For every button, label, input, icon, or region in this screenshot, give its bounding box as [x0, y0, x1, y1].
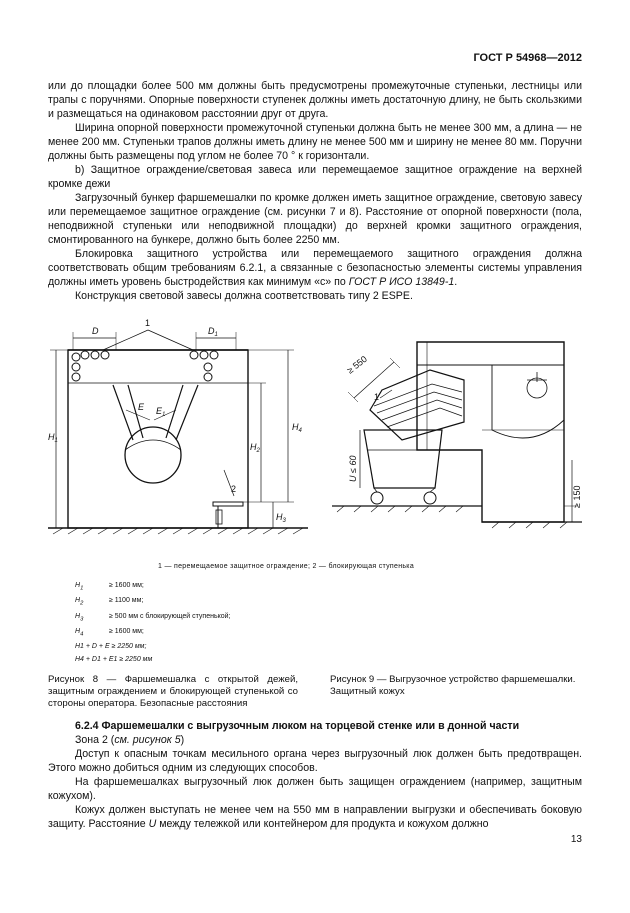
label-1: 1: [145, 318, 151, 328]
zone-reference: Зона 2 (см. рисунок 5): [75, 734, 185, 746]
paragraph: Блокировка защитного устройства или перемещаемого защитного ограждения должна соответствовать общим требованиям 6.2.1, а связанные с безопасностью элементы системы управления должны иметь уровень быстродействия как минимум «c» по ГОСТ Р ИСО 13849-1.: [48, 248, 582, 288]
section-text-top: [48, 79, 582, 303]
label-h3: $H_3$: [276, 512, 286, 524]
label-h4: $H_4$: [292, 422, 302, 434]
paragraph: или до площадки более 500 мм должны быть предусмотрены промежуточные ступеньки, лестницы или трапы с поручнями. Опорные поверхности ступенек должны иметь достаточную длину, не быть скользкими и размещаться на одинаковом расстоянии друг от друга.: [48, 80, 582, 120]
label-150: ≥ 150: [572, 485, 582, 508]
condition-row: H4 + D1 + E1 ≥ 2250 мм: [75, 656, 153, 664]
label-d1: $D_1$: [208, 326, 218, 338]
condition-row: H1 + D + E ≥ 2250 мм;: [75, 643, 147, 651]
label-h2: $H_2$: [250, 442, 260, 454]
figure-9-caption: Рисунок 9 — Выгрузочное устройство фаршемешалки. Защитный кожух: [330, 674, 576, 697]
document-header-id: ГОСТ Р 54968—2012: [473, 52, 582, 64]
guard-rollers-right: [190, 351, 218, 381]
label-e: E: [138, 402, 145, 412]
machine-body: [417, 342, 564, 522]
label-u: U ≤ 60: [348, 455, 358, 482]
figure-8-caption: Рисунок 8 — Фаршемешалка с открытой дежей, защитным ограждением и блокирующей ступенькой со стороны оператора. Безопасные расстояния: [48, 674, 298, 709]
figure-9-drawing: [332, 310, 582, 550]
label-e1: $E_1$: [156, 406, 166, 418]
condition-row: $H_2 \ge 1100$ мм;: [75, 597, 144, 607]
paragraph: Кожух должен выступать не менее чем на 550 мм в направлении выгрузки и обеспечивать боковую защиту. Расстояние U между тележкой или контейнером для продукта и кожухом должно: [48, 804, 582, 830]
figures-area: [48, 310, 582, 550]
condition-row: $H_4 \ge 1600$ мм;: [75, 627, 144, 638]
mixer-body: [68, 350, 248, 528]
figure-8-drawing: [48, 310, 308, 550]
page-number: 13: [570, 834, 582, 845]
paragraph: На фаршемешалках выгрузочный люк должен быть защищен ограждением (например, защитным кожухом).: [48, 776, 582, 802]
mixer-drum: [125, 427, 181, 483]
guard-rollers-left: [72, 351, 109, 381]
label-2: 2: [231, 484, 237, 494]
cart: [364, 430, 442, 488]
subitem-heading: b) Защитное ограждение/световая завеса или перемещаемое защитное ограждение на верхней кромке дежи: [48, 164, 582, 190]
paragraph: Конструкция световой завесы должна соответствовать типу 2 ESPE.: [75, 290, 413, 302]
paragraph: Загрузочный бункер фаршемешалки по кромке должен иметь защитное ограждение, световую завесу или перемещаемое защитное ограждение (см. рисунки 7 и 8). Расстояние от опорной поверхности (пола, неподвижной ступеньки или неподвижной площадки) до верхней кромки защитного ограждения, смонтированного на бункере, должно быть более 2250 мм.: [48, 192, 582, 246]
label-550: ≥ 550: [345, 353, 369, 376]
section-text-bottom: [48, 719, 582, 831]
condition-row: $H_1 \ge 1600$ мм;: [75, 582, 144, 592]
label-d: D: [92, 326, 99, 336]
label-h1: $H_1$: [48, 432, 58, 444]
paragraph: Доступ к опасным точкам месильного органа через выгрузочный люк должен быть предотвращен. Этого можно добиться одним из следующих способов.: [48, 748, 582, 774]
standard-reference: ГОСТ Р ИСО 13849-1: [348, 276, 455, 288]
conditions-list: [75, 580, 231, 667]
section-heading: 6.2.4 Фаршемешалки с выгрузочным люком на торцевой стенке или в донной части: [75, 720, 520, 732]
label-1: 1: [374, 392, 380, 402]
paragraph: Ширина опорной поверхности промежуточной ступеньки должна быть не менее 300 мм, а длина — не менее 200 мм. Ступеньки трапов должны иметь длину не менее 500 мм и ширину не менее 80 мм. Поручни должны быть размещены под углом не более 70 ° к горизонтали.: [48, 122, 582, 162]
condition-row: $H_3 \ge 500$ мм с блокирующей ступенькой;: [75, 612, 231, 622]
figure-legend: 1 — перемещаемое защитное ограждение; 2 — блокирующая ступенька: [158, 563, 415, 570]
